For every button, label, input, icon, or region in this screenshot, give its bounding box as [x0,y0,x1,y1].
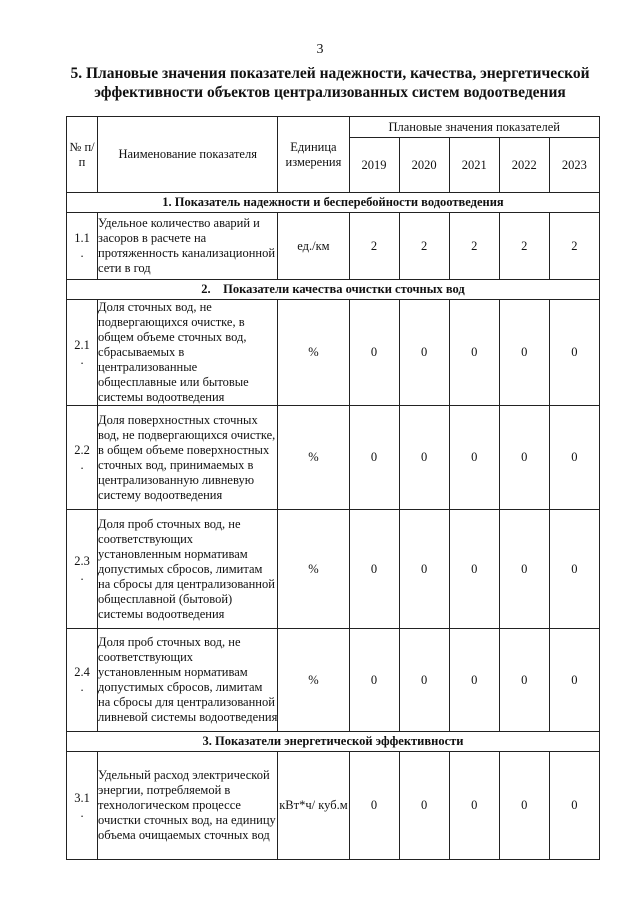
row-value: 0 [549,510,599,629]
section-row [67,193,600,213]
row-value: 0 [449,510,499,629]
row-value: 0 [449,300,499,406]
row-value: 0 [499,300,549,406]
row-unit: % [278,406,349,510]
header-year: 2021 [449,138,499,193]
table-row [67,752,600,860]
row-value: 0 [349,752,399,860]
row-value: 0 [399,406,449,510]
row-value: 0 [399,752,449,860]
page-title-line-2: эффективности объектов централизованных систем водоотведения [94,84,566,101]
row-value: 0 [449,629,499,732]
row-value: 0 [549,752,599,860]
row-value: 2 [349,213,399,280]
row-number: 1.1 . [67,213,98,280]
row-value: 0 [349,406,399,510]
header-year: 2020 [399,138,449,193]
page-title-line-1: 5. Плановые значения показателей надежности, качества, энергетической [70,65,590,82]
row-value: 0 [349,510,399,629]
row-value: 2 [499,213,549,280]
row-name: Доля сточных вод, не подвергающихся очистке, в общем объеме сточных вод, сбрасываемых в централизованные общесплавные или бытовые системы водоотведения [98,300,278,406]
header-plan: Плановые значения показателей [349,117,600,138]
row-unit: % [278,300,349,406]
header-year: 2019 [349,138,399,193]
row-number: 2.4 . [67,629,98,732]
row-value: 0 [499,629,549,732]
row-unit: ед./км [278,213,349,280]
header-year: 2022 [499,138,549,193]
row-value: 0 [549,300,599,406]
row-value: 0 [349,300,399,406]
row-value: 0 [499,406,549,510]
page-number: 3 [316,42,324,57]
section-title: 3. Показатели энергетической эффективности [67,732,600,752]
row-unit: % [278,510,349,629]
section-row [67,280,600,300]
row-name: Доля проб сточных вод, не соответствующих установленным нормативам допустимых сбросов, лимитам на сбросы для централизованной ливневой системы водоотведения [98,629,278,732]
row-unit: кВт*ч/ куб.м [278,752,349,860]
row-number: 2.2 . [67,406,98,510]
table-row [67,213,600,280]
section-title: 1. Показатель надежности и бесперебойности водоотведения [67,193,600,213]
page-title [60,64,600,102]
table-row [67,300,600,406]
indicators-table [66,116,600,860]
row-value: 0 [499,752,549,860]
header-num: № п/п [67,117,98,193]
row-value: 0 [549,406,599,510]
row-value: 0 [449,406,499,510]
row-name: Удельное количество аварий и засоров в расчете на протяженность канализационной сети в год [98,213,278,280]
header-name: Наименование показателя [98,117,278,193]
row-value: 0 [399,629,449,732]
row-value: 2 [449,213,499,280]
row-value: 0 [549,629,599,732]
table-row [67,406,600,510]
table-row [67,629,600,732]
row-unit: % [278,629,349,732]
table-row [67,510,600,629]
row-value: 0 [449,752,499,860]
row-number: 2.1 . [67,300,98,406]
header-row-1 [67,117,600,138]
row-value: 0 [499,510,549,629]
row-name: Доля поверхностных сточных вод, не подвергающихся очистке, в общем объеме поверхностных сточных вод, принимаемых в централизованную ливневую систему водоотведения [98,406,278,510]
row-value: 2 [399,213,449,280]
row-value: 0 [399,300,449,406]
row-value: 2 [549,213,599,280]
row-name: Удельный расход электрической энергии, потребляемой в технологическом процессе очистки сточных вод, на единицу объема очищаемых сточных вод [98,752,278,860]
header-year: 2023 [549,138,599,193]
section-row [67,732,600,752]
row-value: 0 [349,629,399,732]
row-number: 3.1 . [67,752,98,860]
section-title: 2. Показатели качества очистки сточных вод [67,280,600,300]
row-value: 0 [399,510,449,629]
row-name: Доля проб сточных вод, не соответствующих установленным нормативам допустимых сбросов, лимитам на сбросы для централизованной общесплавной (бытовой) системы водоотведения [98,510,278,629]
row-number: 2.3 . [67,510,98,629]
header-unit: Единица измерения [278,117,349,193]
